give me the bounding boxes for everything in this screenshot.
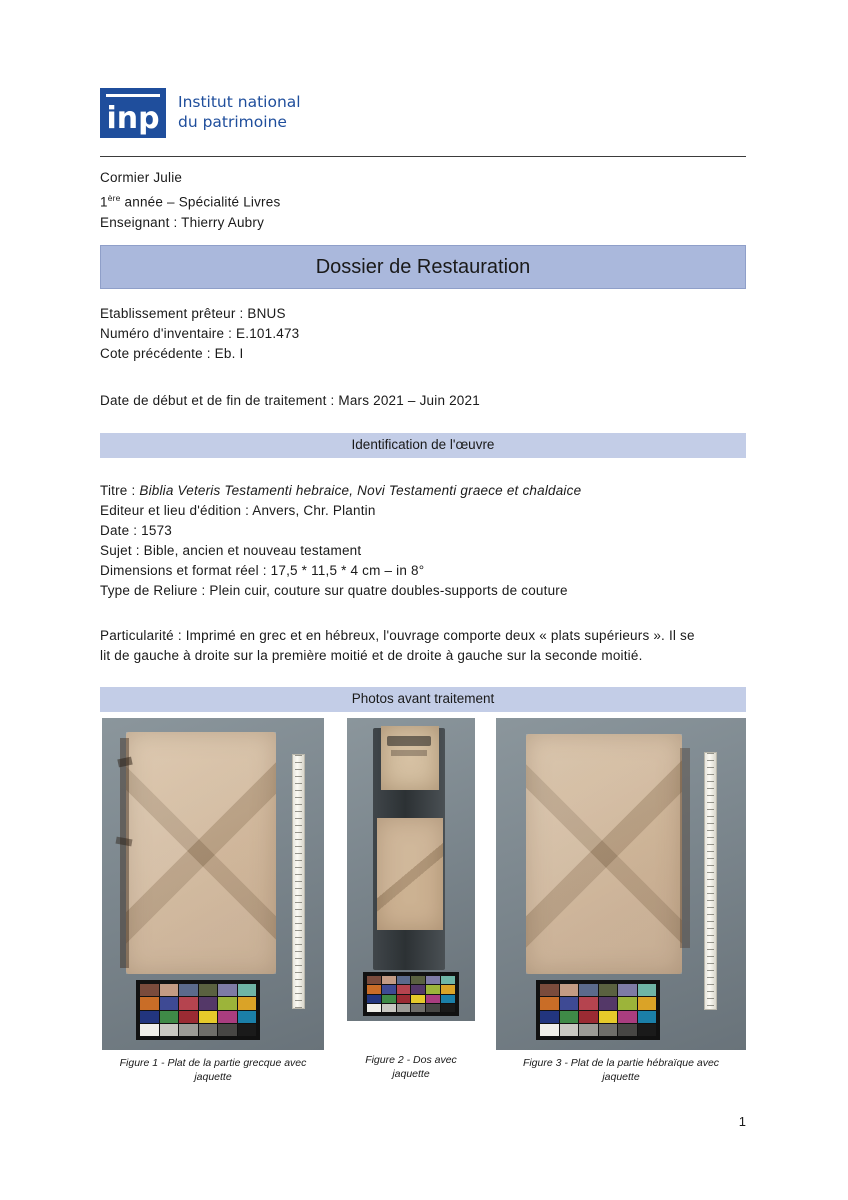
figure-2-caption-line-2: jaquette [392,1068,430,1080]
section-heading-photos: Photos avant traitement [100,687,746,712]
inventory-number: Numéro d'inventaire : E.101.473 [100,326,300,341]
document-title-banner: Dossier de Restauration [100,245,746,289]
color-checker-3 [536,980,660,1040]
author-block [100,168,746,233]
author-name: Cormier Julie [100,170,183,185]
color-checker-2 [363,972,459,1016]
work-date: Date : 1573 [100,523,173,538]
figure-2-caption-line-1: Figure 2 - Dos avec [365,1054,457,1066]
figure-2 [346,718,476,1081]
particularity-line-2: lit de gauche à droite sur la première moitié et de droite à gauche sur la seconde moitié. [100,648,643,663]
work-editor: Editeur et lieu d'édition : Anvers, Chr. Plantin [100,503,376,518]
figure-1-caption-line-1: Figure 1 - Plat de la partie grecque avec [119,1057,307,1069]
particularity-line-1: Particularité : Imprimé en grec et en hébreux, l'ouvrage comporte deux « plats supérieurs ». Il se [100,628,695,643]
header-divider [100,156,746,157]
work-binding: Type de Reliure : Plein cuir, couture sur quatre doubles-supports de couture [100,583,568,598]
inp-logo [100,88,301,138]
work-title-value: Biblia Veteris Testamenti hebraice, Novi Testamenti graece et chaldaice [139,483,582,498]
figure-3-image [496,718,746,1050]
logo-bar [106,94,160,97]
figure-1-caption-line-2: jaquette [194,1071,232,1083]
lender-identity-block [100,304,746,364]
previous-shelfmark: Cote précédente : Eb. I [100,346,244,361]
figure-row [100,718,746,1084]
logo-line-1: Institut national [178,93,301,112]
figure-3-caption-line-1: Figure 3 - Plat de la partie hébraïque avec [522,1057,720,1069]
figure-2-image [347,718,475,1021]
figure-1-image [102,718,324,1050]
treatment-dates: Date de début et de fin de traitement : Mars 2021 – Juin 2021 [100,393,480,408]
figure-3 [496,718,746,1084]
work-information-block [100,481,746,601]
lender-institution: Etablissement prêteur : BNUS [100,306,286,321]
work-subject: Sujet : Bible, ancien et nouveau testament [100,543,362,558]
figure-3-caption-line-2: jaquette [602,1071,640,1083]
section-heading-identification: Identification de l'œuvre [100,433,746,458]
figure-1 [100,718,326,1084]
work-title-line: Titre : Biblia Veteris Testamenti hebraice, Novi Testamenti graece et chaldaice [100,483,582,498]
figure-3-caption [496,1056,746,1084]
author-year: 1ère année – Spécialité Livres [100,193,281,210]
year-ordinal-suffix: ère [107,193,121,203]
color-checker-1 [136,980,260,1040]
logo-wordmark [178,93,301,133]
figure-1-caption [100,1056,326,1084]
logo-mark-text: inp [106,101,160,136]
inp-logo-mark [100,88,166,138]
page-number: 1 [738,1114,746,1129]
work-particularity [100,626,746,666]
work-dimensions: Dimensions et format réel : 17,5 * 11,5 * 4 cm – in 8° [100,563,425,578]
figure-2-caption [346,1053,476,1081]
author-teacher: Enseignant : Thierry Aubry [100,214,265,230]
logo-line-2: du patrimoine [178,113,287,131]
